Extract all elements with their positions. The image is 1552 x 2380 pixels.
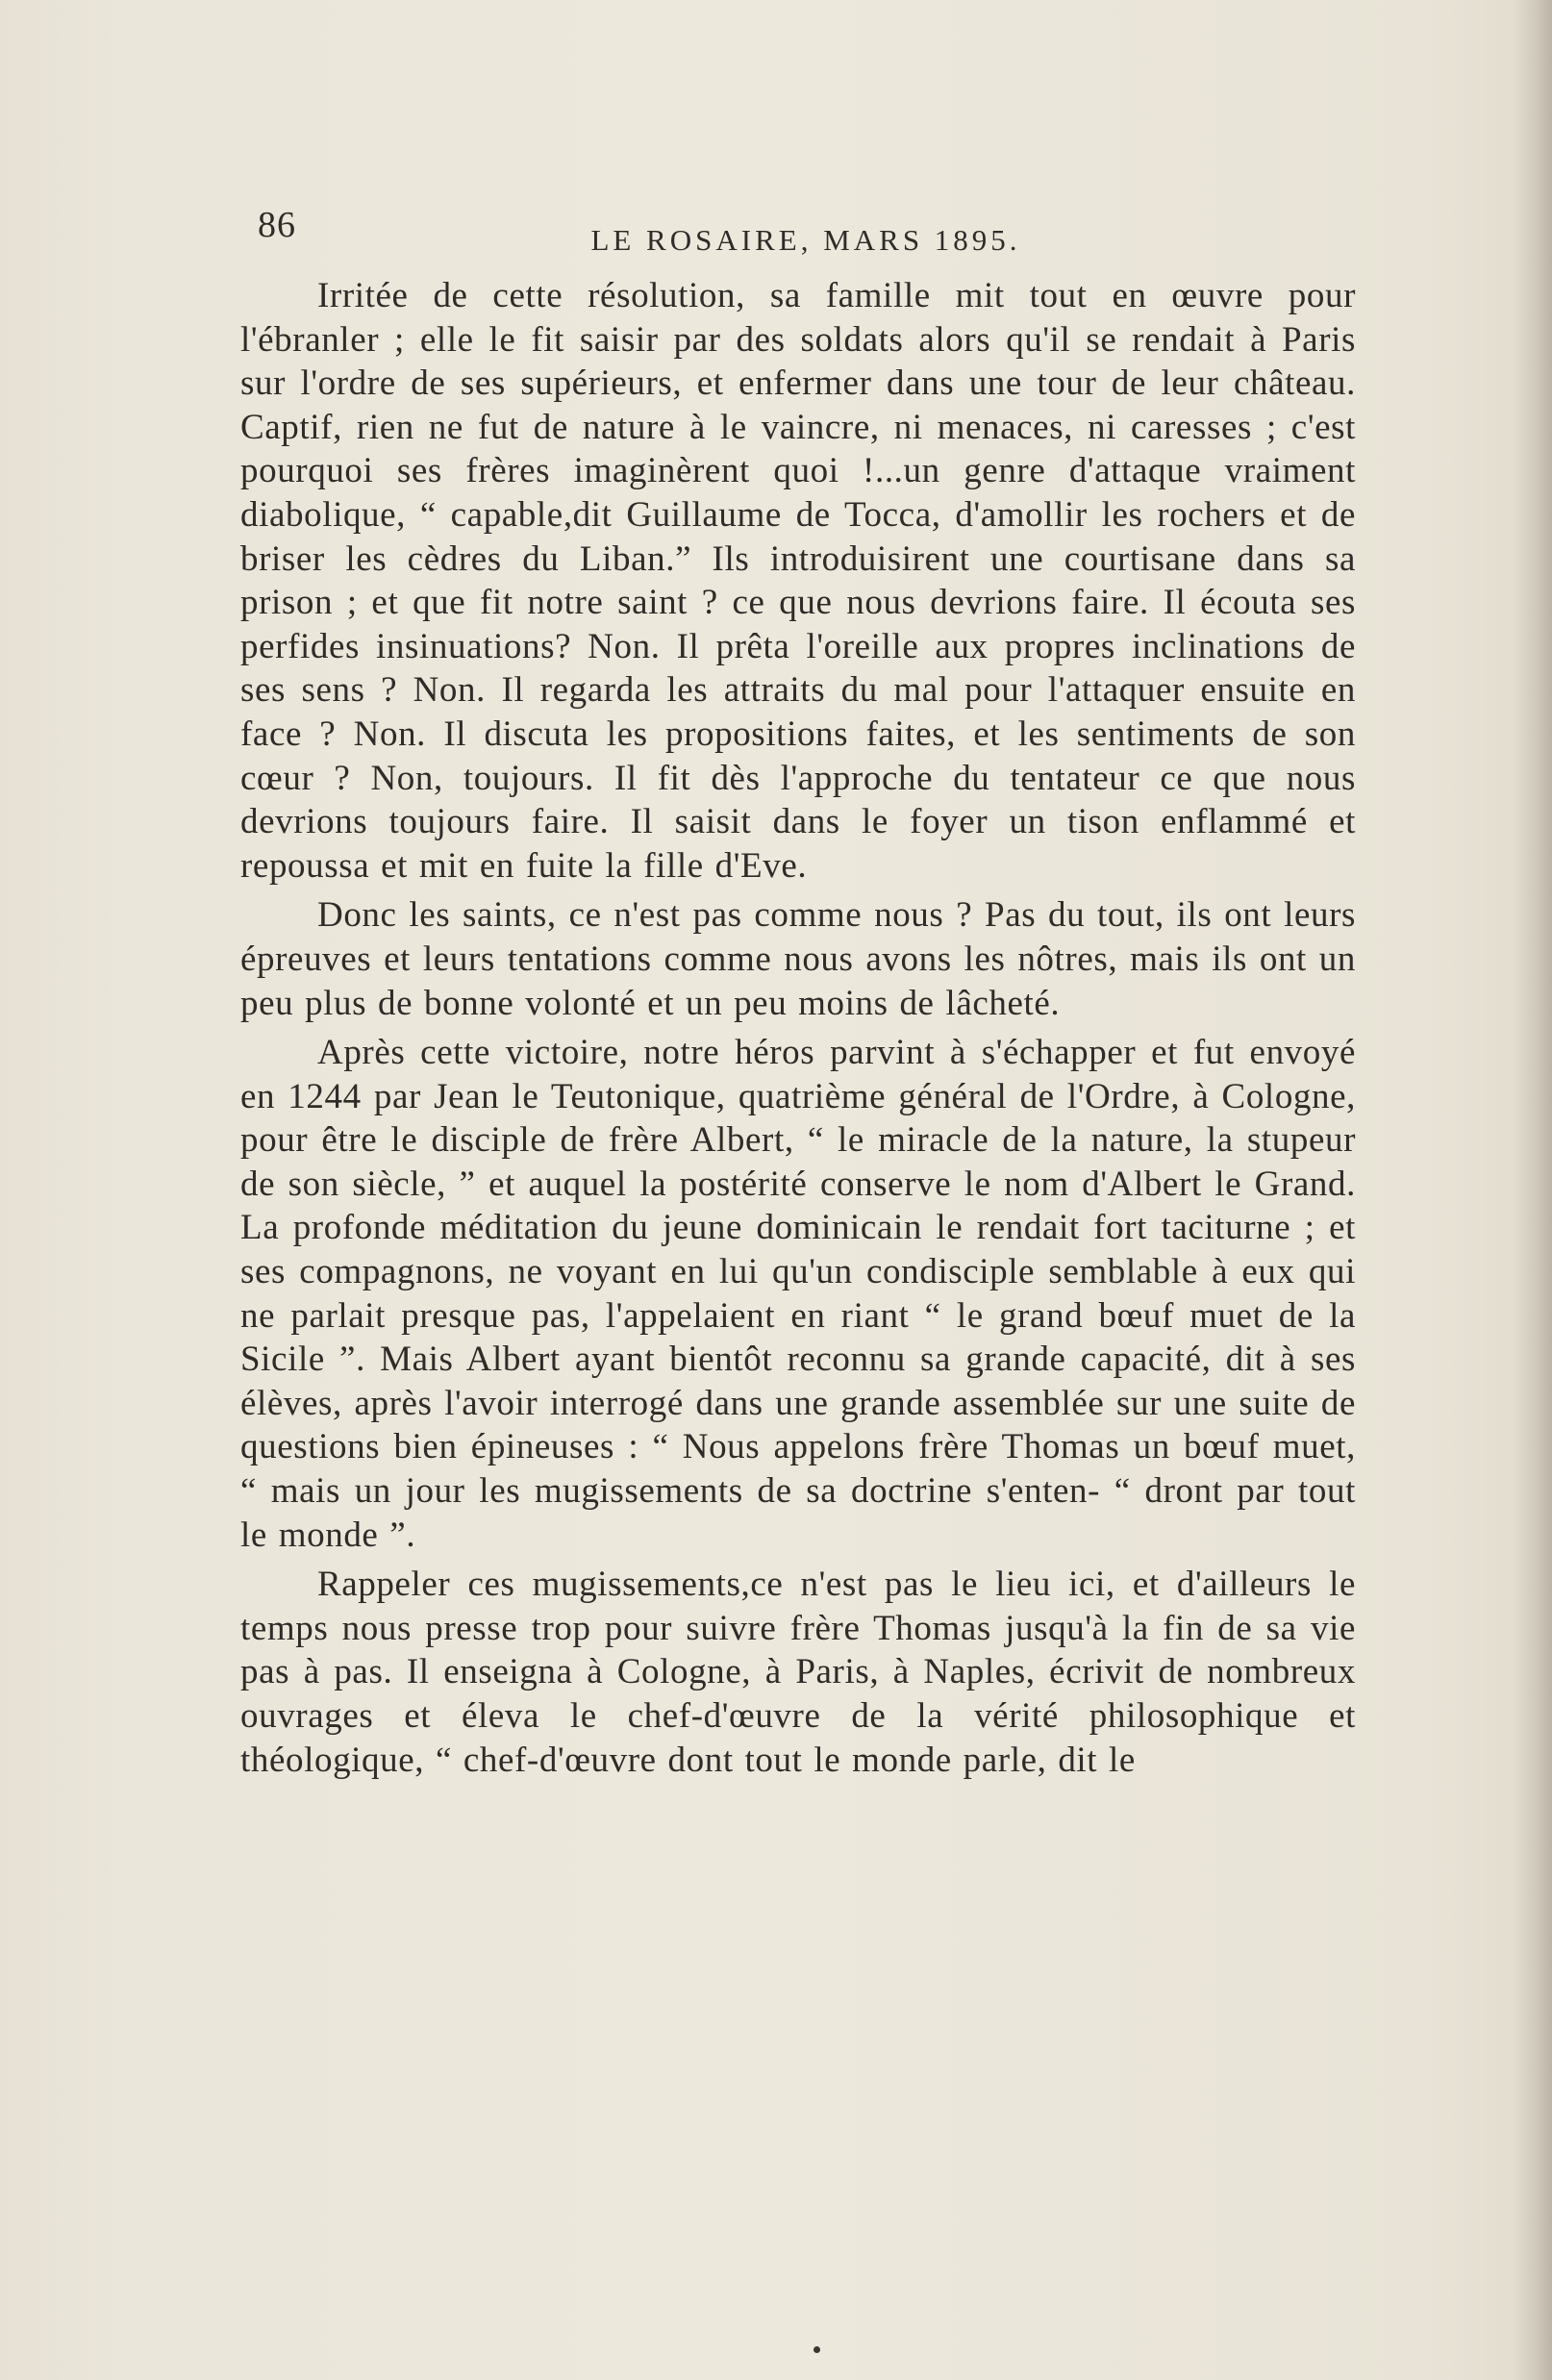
paragraph-1: Irritée de cette résolution, sa famille mit tout en œuvre pour l'ébranler ; elle le fit saisir par des soldats alors qu'il se rendait à Paris sur l'ordre de ses supérieurs, et enfermer dans une tour de leur château. Captif, rien ne fut de nature à le vaincre, ni menaces, ni caresses ; c'est pourquoi ses frères imaginèrent quoi !...un genre d'attaque vraiment diabolique, “ capable,dit Guillaume de Tocca, d'amollir les rochers et de briser les cèdres du Liban.” Ils introduisirent une courtisane dans sa prison ; et que fit notre saint ? ce que nous devrions faire. Il écouta ses perfides insinuations? Non. Il prêta l'oreille aux propres inclinations de ses sens ? Non. Il regarda les attraits du mal pour l'attaquer ensuite en face ? Non. Il discuta les propositions faites, et les sentiments de son cœur ? Non, toujours. Il fit dès l'approche du tentateur ce que nous devrions toujours faire. Il saisit dans le foyer un tison enflammé et repoussa et mit en fuite la fille d'Eve. xyxy=(240,276,1356,886)
page-number: 86 xyxy=(258,205,296,245)
running-title: LE ROSAIRE, MARS 1895. xyxy=(590,223,1021,257)
page-header xyxy=(258,204,1354,262)
ink-speck xyxy=(814,2346,820,2353)
body-text xyxy=(240,274,1356,1788)
paragraph-4: Rappeler ces mugissements,ce n'est pas le lieu ici, et d'ailleurs le temps nous presse trop pour suivre frère Thomas jusqu'à la fin de sa vie pas à pas. Il enseigna à Cologne, à Paris, à Naples, écrivit de nombreux ouvrages et éleva le chef-d'œuvre de la vérité philosophique et théologique, “ chef-d'œuvre dont tout le monde parle, dit le xyxy=(240,1565,1356,1780)
page-edge-shadow xyxy=(1514,0,1552,2380)
paragraph-2: Donc les saints, ce n'est pas comme nous ? Pas du tout, ils ont leurs épreuves et leurs tentations comme nous avons les nôtres, mais ils ont un peu plus de bonne volonté et un peu moins de lâcheté. xyxy=(240,895,1356,1023)
paragraph-3: Après cette victoire, notre héros parvint à s'échapper et fut envoyé en 1244 par Jean le Teutonique, quatrième général de l'Ordre, à Cologne, pour être le disciple de frère Albert, “ le miracle de la nature, la stupeur de son siècle, ” et auquel la postérité conserve le nom d'Albert le Grand. La profonde méditation du jeune dominicain le rendait fort taciturne ; et ses compagnons, ne voyant en lui qu'un condisciple semblable à eux qui ne parlait presque pas, l'appelaient en riant “ le grand bœuf muet de la Sicile ”. Mais Albert ayant bientôt reconnu sa grande capacité, dit à ses élèves, après l'avoir interrogé dans une grande assemblée sur une suite de questions bien épineuses : “ Nous appelons frère Thomas un bœuf muet, “ mais un jour les mugissements de sa doctrine s'enten- “ dront par tout le monde ”. xyxy=(240,1033,1356,1555)
